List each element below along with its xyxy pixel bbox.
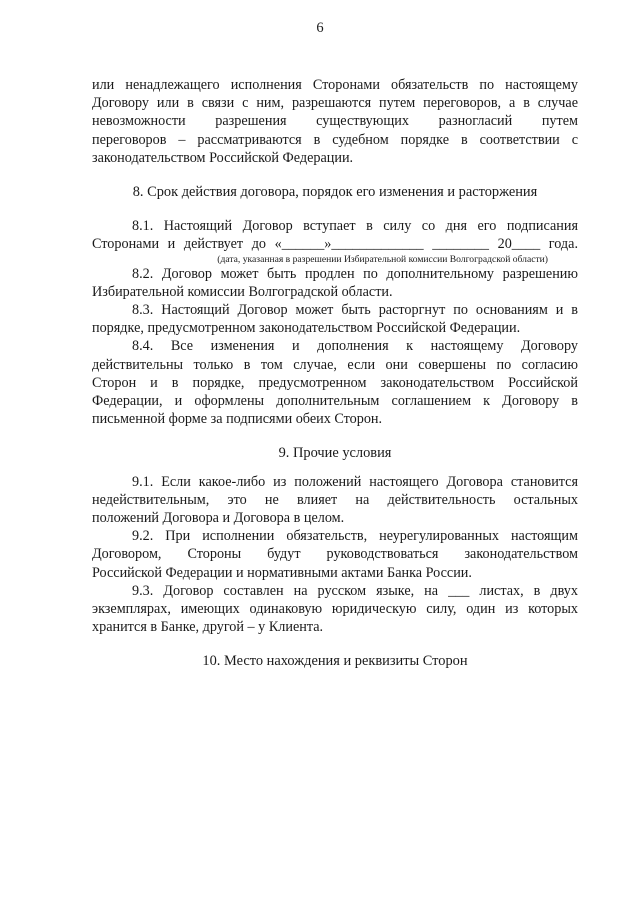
text-line: Сторон и в порядке, предусмотренном законодательством Российской bbox=[92, 374, 578, 391]
clause-9-2 bbox=[92, 527, 578, 582]
clause-8-4 bbox=[92, 337, 578, 428]
clause-8-1 bbox=[92, 217, 578, 264]
text-line: невозможности разрешения существующих разногласий путем bbox=[92, 113, 578, 130]
clause-8-3 bbox=[92, 301, 578, 337]
text-line: Договором, Стороны будут руководствоваться законодательством bbox=[92, 546, 578, 563]
text-line: Избирательной комиссии Волгоградской области. bbox=[92, 283, 393, 300]
text-line: законодательством Российской Федерации. bbox=[92, 149, 354, 166]
clause-9-3 bbox=[92, 582, 578, 637]
clause-8-2 bbox=[92, 265, 578, 301]
text-line: Сторонами и действует до «______»_____________ ________ 20____ года. bbox=[92, 236, 578, 253]
text-line: экземплярах, имеющих одинаковую юридическую силу, один из которых bbox=[92, 601, 578, 618]
text-line: Договору или в связи с ним, разрешаются путем переговоров, а в случае bbox=[92, 95, 578, 112]
text-line: недействительным, это не влияет на действительность остальных bbox=[92, 491, 578, 508]
page-number: 6 bbox=[316, 20, 324, 36]
text-line: 8.1. Настоящий Договор вступает в силу со дня его подписания bbox=[132, 218, 578, 235]
text-line: 9.2. При исполнении обязательств, неурегулированных настоящим bbox=[132, 528, 578, 545]
text-line: Федерации, и оформлены дополнительным соглашением к Договору в bbox=[92, 393, 578, 410]
section-8-heading: 8. Срок действия договора, порядок его изменения и расторжения bbox=[132, 184, 538, 201]
section-10-heading: 10. Место нахождения и реквизиты Сторон bbox=[202, 653, 468, 670]
text-line: 9.3. Договор составлен на русском языке, на ___ листах, в двух bbox=[132, 582, 578, 599]
document-body bbox=[92, 76, 578, 671]
text-line: Российской Федерации и нормативными актами Банка России. bbox=[92, 564, 472, 581]
clause-9-1 bbox=[92, 473, 578, 528]
text-line: или ненадлежащего исполнения Сторонами обязательств по настоящему bbox=[92, 77, 578, 93]
date-footnote: (дата, указанная в разрешении Избирательной комиссии Волгоградской области) bbox=[217, 253, 548, 265]
text-line: 8.3. Настоящий Договор может быть расторгнут по основаниям и в bbox=[132, 302, 578, 319]
text-line: переговоров – рассматриваются в судебном порядке в соответствии с bbox=[92, 131, 578, 148]
intro-paragraph bbox=[92, 76, 578, 167]
text-line: 8.4. Все изменения и дополнения к настоящему Договору bbox=[132, 338, 578, 355]
text-line: положений Договора и Договора в целом. bbox=[92, 510, 345, 527]
text-line: 8.2. Договор может быть продлен по дополнительному разрешению bbox=[132, 265, 578, 282]
text-line: действительны только в том случае, если они совершены по согласию bbox=[92, 356, 578, 373]
text-line: порядке, предусмотренном законодательством Российской Федерации. bbox=[92, 320, 521, 337]
text-line: письменной форме за подписями обеих Сторон. bbox=[92, 411, 383, 428]
text-line: хранится в Банке, другой – у Клиента. bbox=[92, 619, 324, 636]
text-line: 9.1. Если какое-либо из положений настоящего Договора становится bbox=[132, 473, 578, 490]
section-9-heading: 9. Прочие условия bbox=[278, 445, 392, 462]
